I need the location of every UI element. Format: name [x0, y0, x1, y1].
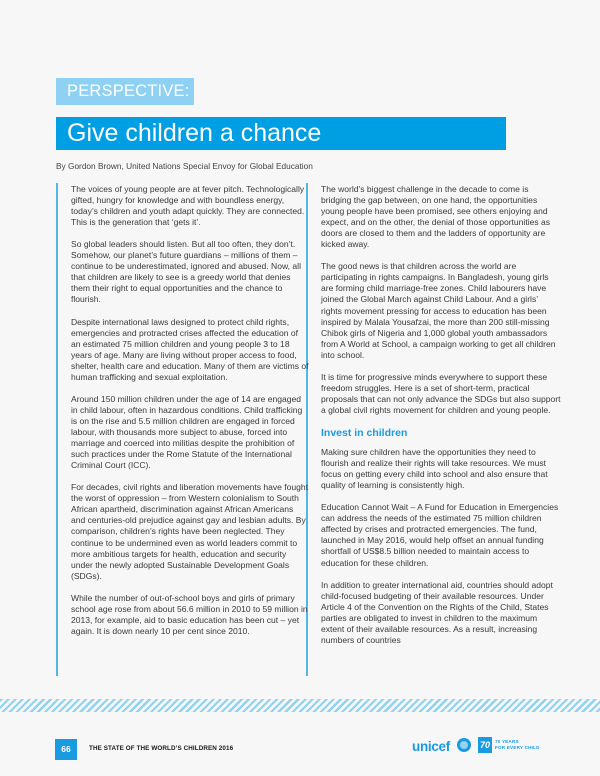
paragraph: Around 150 million children under the age of 14 are engaged in child labour, often in hazardous conditions. Child trafficking is on the rise and 5.5 million children are engaged in forced labour, with thousands more subject to abuse, forced into marriage and coerced into militias despite the prohibition of such practices under the Rome Statute of the International Criminal Court (ICC).: [71, 393, 303, 471]
right-column: [321, 184, 561, 657]
left-column: [71, 184, 309, 648]
subheading: Invest in children: [321, 427, 408, 440]
anniversary-logo-icon: 70: [478, 737, 492, 753]
paragraph: Education Cannot Wait – A Fund for Education in Emergencies can address the needs of the estimated 75 million children affected by crises and protracted emergencies. The fund, launched in May 2016, would help offset an annual funding shortfall of US$8.5 billion needed to maintain access to education for these children.: [321, 502, 559, 568]
paragraph: For decades, civil rights and liberation movements have fought the worst of oppression – from Western colonialism to South African apartheid, discrimination against African Americans and centuries-old prejudice against gay and lesbian adults. By comparison, children’s rights have been neglected. They continue to be undermined even as world leaders commit to more ambitious targets for health, education and security under the newly adopted Sustainable Development Goals (SDGs).: [71, 482, 309, 581]
unicef-logo: unicef: [412, 739, 450, 754]
paragraph: It is time for progressive minds everywhere to support these freedom struggles. Here is a set of short-term, practical proposals that can not only advance the SDGs but also support a global civil rights movement for children and young people.: [321, 371, 561, 415]
page-number: 66: [55, 739, 77, 760]
paragraph: Making sure children have the opportunities they need to flourish and realize their rights will take resources. We must focus on getting every child into school and also ensure that quality of learning is consistently high.: [321, 447, 548, 491]
publication-title: THE STATE OF THE WORLD’S CHILDREN 2016: [89, 745, 234, 752]
byline: By Gordon Brown, United Nations Special Envoy for Global Education: [56, 161, 313, 171]
section-kicker: PERSPECTIVE:: [56, 78, 194, 105]
paragraph: The voices of young people are at fever pitch. Technologically gifted, hungry for knowledge and with boundless energy, today’s children and youth adapt quickly. They are connected. This is the generation that ‘gets it’.: [71, 184, 305, 228]
paragraph: The good news is that children across the world are participating in rights campaigns. In Bangladesh, young girls are forming child marriage-free zones. Child labourers have joined the Global March against Child Labour. And a girls’ rights movement pressing for access to education has been inspired by Malala Yousafzai, the more than 200 still-missing Chibok girls of Nigeria and 1,000 global youth ambassadors from A World at School, a campaign working to get all children into school.: [321, 261, 556, 360]
paragraph: Despite international laws designed to protect child rights, emergencies and protracted crises affected the education of an estimated 75 million children and young people 3 to 18 years of age. Many are living without proper access to food, shelter, health care and education. Many of them are victims of human trafficking and sexual exploitation.: [71, 316, 309, 382]
article-title: Give children a chance: [56, 117, 506, 150]
paragraph: The world’s biggest challenge in the decade to come is bridging the gap between, on one hand, the opportunities young people have been promised, see others enjoying and expect, and on the other, the denial of those opportunities as doors are closed to them and the ladders of opportunity are kicked away.: [321, 184, 551, 250]
paragraph: So global leaders should listen. But all too often, they don’t. Somehow, our planet’s future guardians – millions of them – continue to be underestimated, ignored and abused. Now, all that children are likely to see is a greedy world that denies them their right to equal opportunities and the chance to flourish.: [71, 239, 301, 305]
paragraph: While the number of out-of-school boys and girls of primary school age rose from about 56.6 million in 2010 to 59 million in 2013, for example, aid to basic education has been cut – yet again. It is down nearly 10 per cent since 2010.: [71, 592, 308, 636]
anniversary-tagline: [495, 739, 540, 750]
anniversary-line-2: FOR EVERY CHILD: [495, 744, 540, 750]
hatched-divider: [0, 699, 600, 712]
anniversary-line-1: 70 YEARS: [495, 739, 519, 744]
globe-emblem-icon: [457, 738, 471, 752]
paragraph: In addition to greater international aid, countries should adopt child-focused budgeting of their available resources. Under Article 4 of the Convention on the Rights of the Child, States parties are obligated to invest in children to the maximum extent of their available resources. As a result, increasing numbers of countries: [321, 579, 553, 645]
column-rule-left: [56, 183, 58, 676]
